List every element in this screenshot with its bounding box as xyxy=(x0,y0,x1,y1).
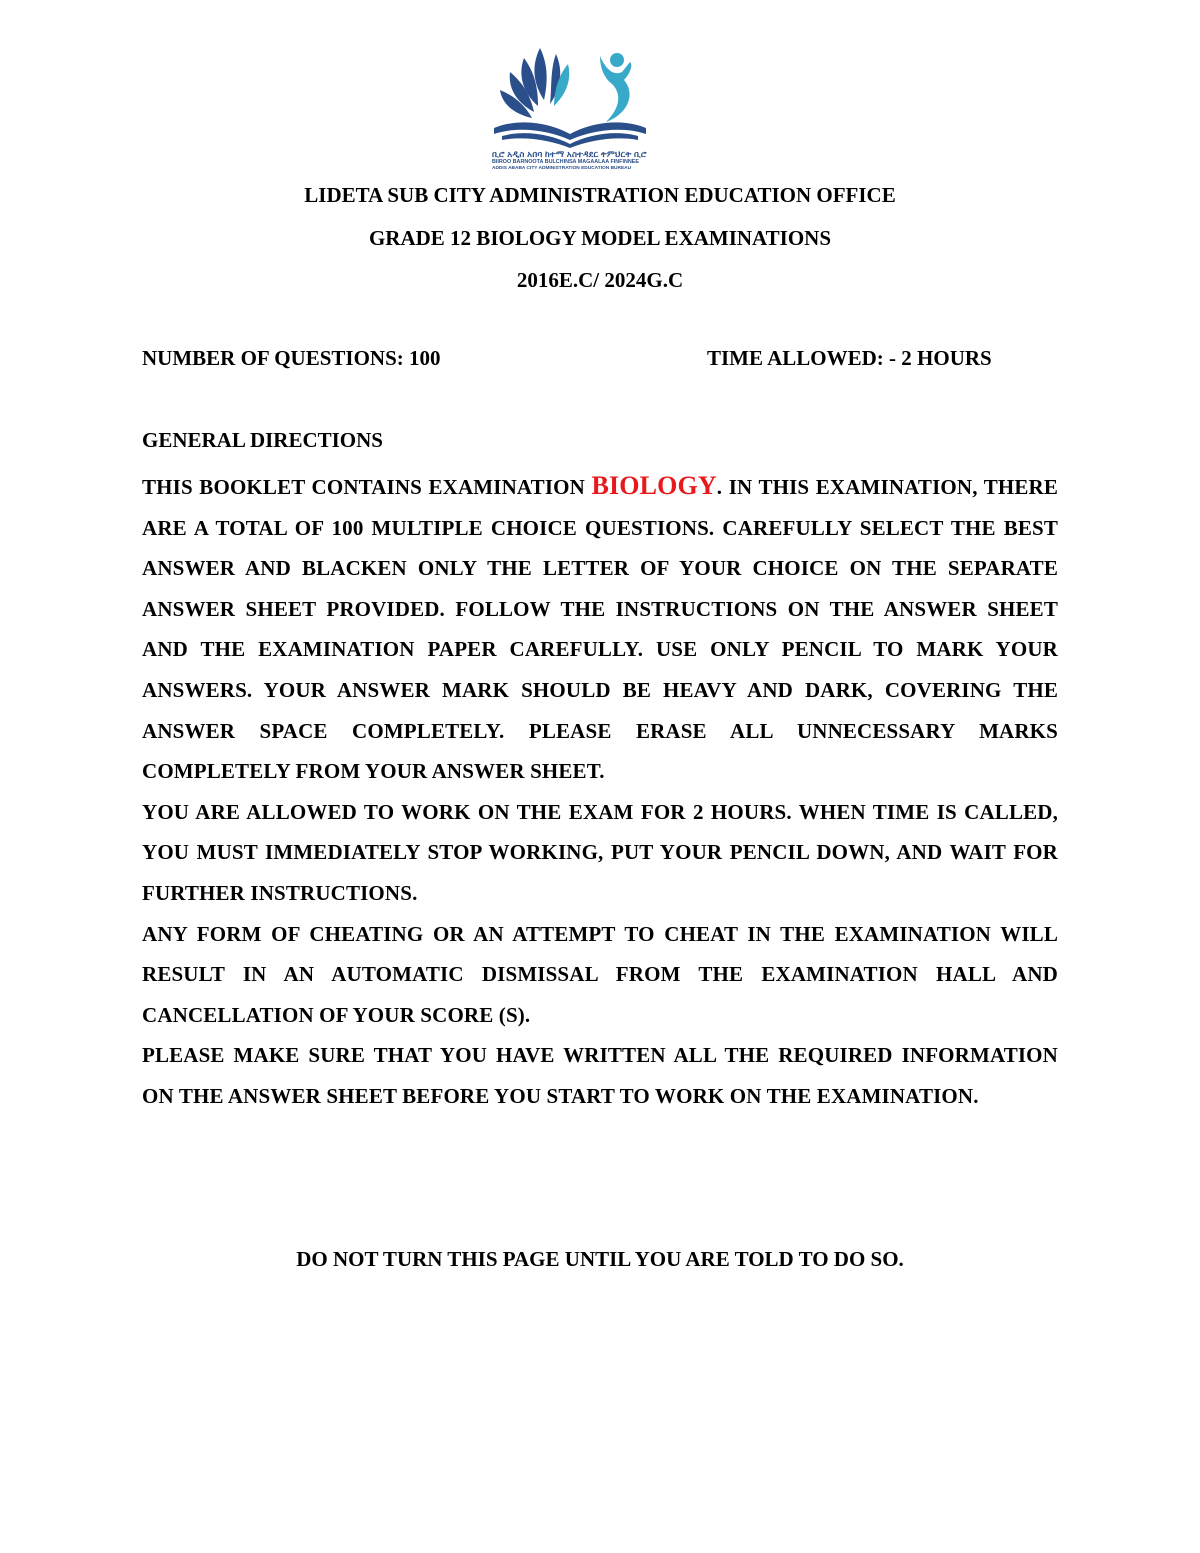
book-leaves-logo-icon xyxy=(488,42,653,150)
number-of-questions: NUMBER OF QUESTIONS: 100 xyxy=(142,346,441,370)
logo-caption-english: ADDIS ABABA CITY ADMINISTRATION EDUCATION BUREAU xyxy=(492,166,632,171)
direction-paragraph-3: ANY FORM OF CHEATING OR AN ATTEMPT TO CHEAT IN THE EXAMINATION WILL RESULT IN AN AUTOMATIC DISMISSAL FROM THE EXAMINATION HALL AND CANCELLATION OF YOUR SCORE (S). xyxy=(142,921,1058,1027)
exam-year: 2016E.C/ 2024G.C xyxy=(516,268,684,292)
general-directions-title: GENERAL DIRECTIONS xyxy=(142,428,383,452)
direction-p1-rest: . IN THIS EXAMINATION, THERE ARE A TOTAL OF 100 MULTIPLE CHOICE QUESTIONS. CAREFULLY SELECT THE BEST ANSWER AND BLACKEN ONLY THE LETTER OF YOUR CHOICE ON THE SEPARATE ANSWER SHEET PROVIDED. FOLLOW THE INSTRUCTIONS ON THE ANSWER SHEET AND THE EXAMINATION PAPER CAREFULLY. USE ONLY PENCIL TO MARK YOUR ANSWERS. YOUR ANSWER MARK SHOULD BE HEAVY AND DARK, COVERING THE ANSWER SPACE COMPLETELY. PLEASE ERASE ALL UNNECESSARY MARKS COMPLETELY FROM YOUR ANSWER SHEET. xyxy=(142,475,1058,784)
direction-paragraph-2: YOU ARE ALLOWED TO WORK ON THE EXAM FOR 2 HOURS. WHEN TIME IS CALLED, YOU MUST IMMEDIATELY STOP WORKING, PUT YOUR PENCIL DOWN, AND WAIT FOR FURTHER INSTRUCTIONS. xyxy=(142,799,1058,905)
exam-title: GRADE 12 BIOLOGY MODEL EXAMINATIONS xyxy=(368,226,832,250)
directions-body xyxy=(142,466,1058,1117)
direction-p1-lead: THIS BOOKLET CONTAINS EXAMINATION xyxy=(142,475,592,499)
logo-caption-amharic: ቢሮ አዲስ አበባ ከተማ አስተዳደር ትምህርት ቢሮ xyxy=(492,149,647,159)
logo-caption-oromo: BIIROO BARNOOTA BULCHINSA MAGAALAA FINFINNEE xyxy=(492,159,639,165)
direction-paragraph-4: PLEASE MAKE SURE THAT YOU HAVE WRITTEN ALL THE REQUIRED INFORMATION ON THE ANSWER SHEET BEFORE YOU START TO WORK ON THE EXAMINATION. xyxy=(142,1043,1058,1108)
office-heading: LIDETA SUB CITY ADMINISTRATION EDUCATION OFFICE xyxy=(304,183,896,207)
time-allowed: TIME ALLOWED: - 2 HOURS xyxy=(707,346,992,370)
final-instruction: DO NOT TURN THIS PAGE UNTIL YOU ARE TOLD TO DO SO. xyxy=(296,1247,904,1271)
subject-name: BIOLOGY xyxy=(591,471,717,500)
bureau-logo xyxy=(488,42,653,174)
direction-paragraph-1 xyxy=(142,466,1058,792)
